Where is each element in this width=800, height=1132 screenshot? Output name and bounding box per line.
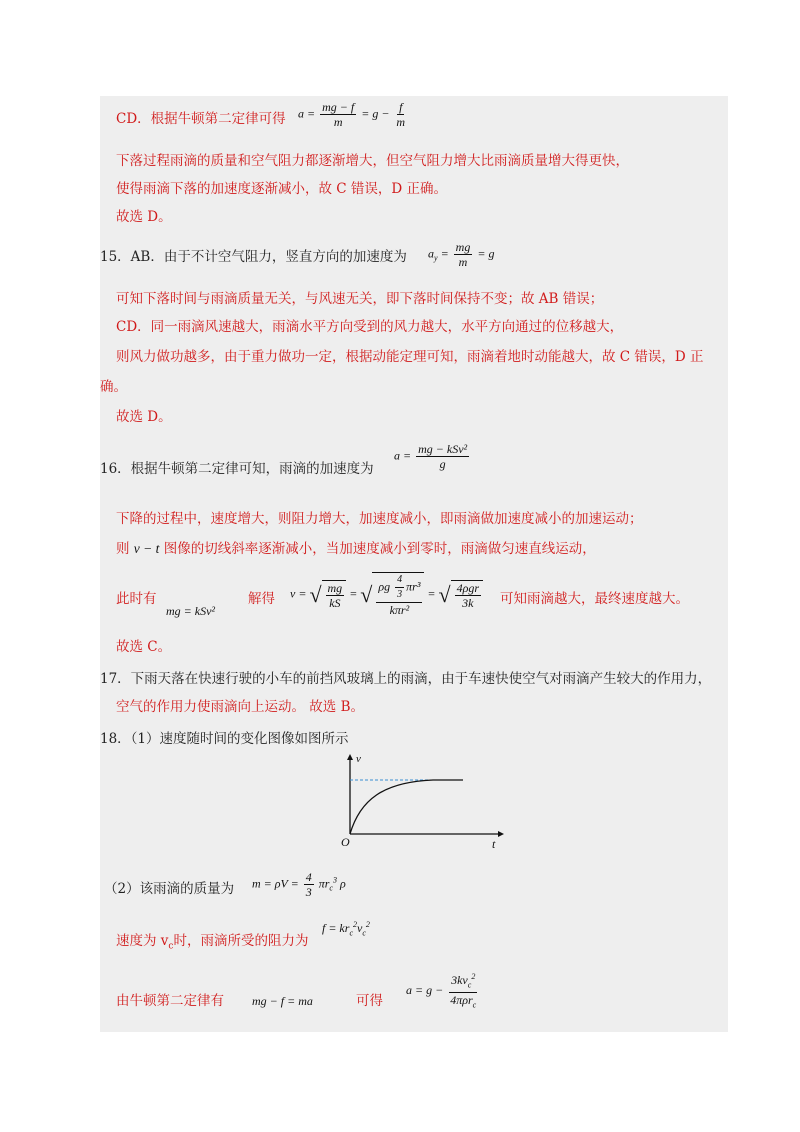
q18-newton-text: 由牛顿第二定律有 <box>116 993 224 1009</box>
q15-formula: $a_y$ = $\frac{mg}{m}$ = g <box>428 240 495 269</box>
q15-line-3: 则风力做功越多，由于重力做功一定，根据动能定理可知，雨滴着地时动能越大，故 C 错误，D 正 <box>116 349 704 365</box>
q15-line-1: 可知下落时间与雨滴质量无关，与风速无关，即下落时间保持不变；故 AB 错误； <box>116 291 604 307</box>
velocity-curve <box>350 780 463 834</box>
q16-velocity-formula: v = √ $\frac{mg}{kS}$ = √ ρg $\frac{4}{3}$ πr³ kπr² = √ $\frac{\text{4ρgr}}{3k}$ <box>290 572 483 617</box>
q16-line-2: 则 v − t 图像的切线斜率逐渐减小，当加速度减小到零时，雨滴做匀速直线运动， <box>116 541 596 557</box>
q18-drag-formula: $f = kr_c^2v_c^2$ <box>322 920 370 938</box>
q16-answer: 故选 C。 <box>116 639 172 655</box>
q18-acceleration-formula: a = g − $\frac{3kv_c^2}{4\pi\rho r_c}$ <box>406 972 477 1010</box>
origin-label: O <box>341 835 350 849</box>
velocity-time-graph <box>338 752 508 852</box>
q16-this-time: 此时有 <box>116 591 157 607</box>
q17-line-2: 空气的作用力使雨滴向上运动。 故选 B。 <box>116 699 365 715</box>
q15-line-2: CD．同一雨滴风速越大，雨滴水平方向受到的风力越大，水平方向通过的位移越大， <box>116 319 624 335</box>
q14-formula: a = $\frac{mg - f}{m}$ = g − $\frac{f}{m}$ <box>298 100 406 129</box>
t-axis-label: t <box>492 837 496 851</box>
q18-result-text: 可得 <box>356 993 383 1009</box>
q17-line-1: 17．下雨天落在快速行驶的小车的前挡风玻璃上的雨滴，由于车速快使空气对雨滴产生较大的作用力， <box>100 671 712 687</box>
q15-answer: 故选 D。 <box>116 409 172 425</box>
q16-formula: a = $\frac{\text{mg − kSv²}}{g}$ <box>394 442 468 471</box>
q14-line-1: 下落过程雨滴的质量和空气阻力都逐渐增大，但空气阻力增大比雨滴质量增大得更快， <box>116 153 629 169</box>
t-axis-arrow <box>498 831 504 837</box>
v-axis-label: v <box>356 753 361 765</box>
q18-mass-formula: m = ρV = $\frac{4}{3}$ $\pi r_c^3$ ρ <box>252 870 346 899</box>
q14-answer: 故选 D。 <box>116 209 172 225</box>
q14-line-2: 使得雨滴下落的加速度逐渐减小，故 C 错误，D 正确。 <box>116 181 448 197</box>
q16-conclusion: 可知雨滴越大，最终速度越大。 <box>500 591 689 607</box>
q15-heading: 15．AB．由于不计空气阻力，竖直方向的加速度为 <box>100 249 407 265</box>
q18-newton-formula: mg − f = ma <box>252 994 313 1008</box>
q16-balance-formula: mg = kSv² <box>166 604 216 618</box>
q16-solve: 解得 <box>248 591 275 607</box>
q18-velocity-text: 速度为 $v_c$时，雨滴所受的阻力为 <box>116 933 309 952</box>
q15-line-4: 确。 <box>100 379 127 395</box>
q18-mass-text: （2）该雨滴的质量为 <box>104 881 235 897</box>
q14-cd-text: CD．根据牛顿第二定律可得 <box>116 111 286 127</box>
q18-heading: 18．（1）速度随时间的变化图像如图所示 <box>100 731 349 747</box>
v-axis-arrow <box>347 754 353 760</box>
q16-heading: 16．根据牛顿第二定律可知，雨滴的加速度为 <box>100 461 374 477</box>
q16-line-1: 下降的过程中，速度增大，则阻力增大，加速度减小，即雨滴做加速度减小的加速运动； <box>116 511 643 527</box>
